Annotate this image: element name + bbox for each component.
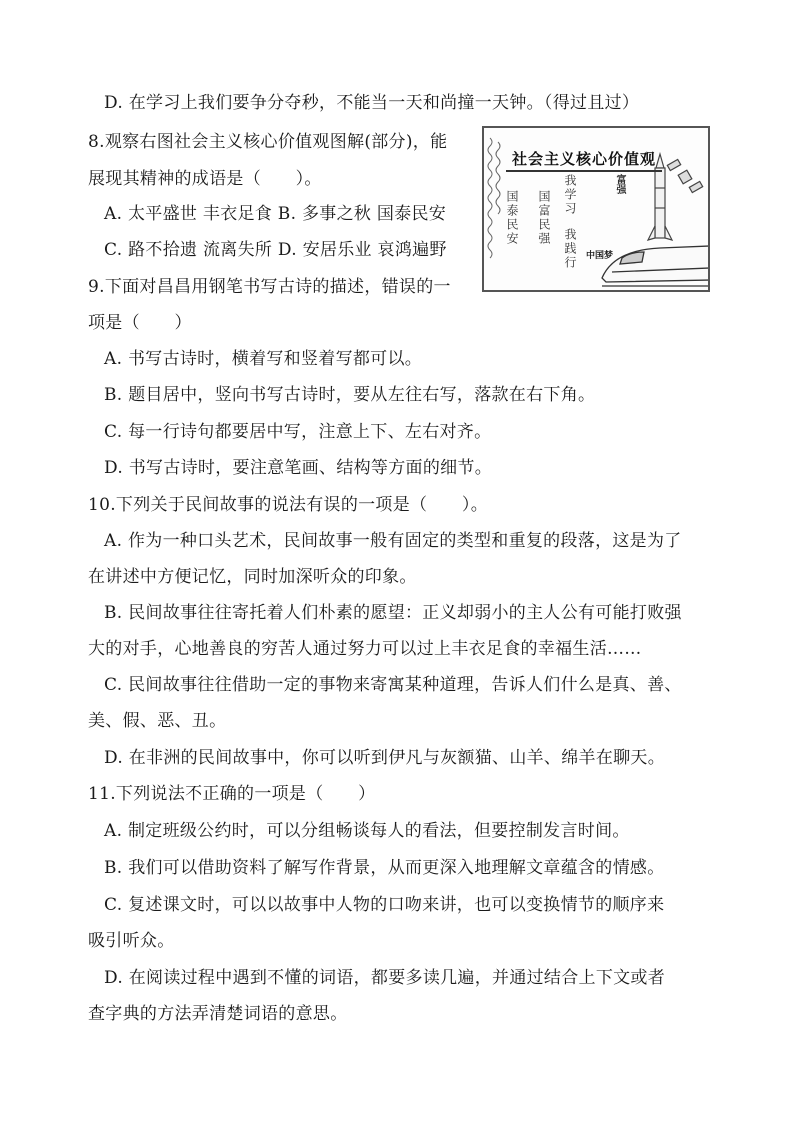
option-line: D. 在非洲的民间故事中，你可以听到伊凡与灰额猫、山羊、绵羊在聊天。	[104, 748, 666, 768]
question-10: 10.下列关于民间故事的说法有误的一项是（ ）。	[88, 495, 489, 515]
figure-text: 中国梦	[586, 251, 614, 261]
option-line: D. 书写古诗时，要注意笔画、结构等方面的细节。	[104, 458, 493, 478]
figure-title: 社会主义核心价值观	[506, 148, 662, 172]
text-line: 美、假、恶、丑。	[88, 711, 227, 731]
option-line: C. 民间故事往往借助一定的事物来寄寓某种道理，告诉人们什么是真、善、	[104, 675, 682, 695]
option-line: B. 题目居中，竖向书写古诗时，要从左往右写，落款在右下角。	[104, 385, 596, 405]
text-line: 展现其精神的成语是（ ）。	[88, 169, 322, 189]
option-line: B. 我们可以借助资料了解写作背景，从而更深入地理解文章蕴含的情感。	[104, 858, 665, 878]
text-line: 在讲述中方便记忆，同时加深听众的印象。	[88, 567, 417, 587]
question-9: 9.下面对昌昌用钢笔书写古诗的描述，错误的一	[88, 277, 451, 297]
text-line: 吸引听众。	[88, 931, 175, 951]
text-line: 项是（ ）	[88, 313, 192, 333]
option-line: A. 制定班级公约时，可以分组畅谈每人的看法，但要控制发言时间。	[104, 821, 630, 841]
text-line: D. 在学习上我们要争分夺秒，不能当一天和尚撞一天钟。（得过且过）	[104, 93, 640, 113]
figure-text: 国泰民安	[505, 190, 519, 246]
option-line: C. 每一行诗句都要居中写，注意上下、左右对齐。	[104, 422, 492, 442]
text-line: 查字典的方法弄清楚词语的意思。	[88, 1004, 348, 1024]
core-values-figure	[482, 126, 710, 292]
option-line: C. 复述课文时，可以以故事中人物的口吻来讲，也可以变换情节的顺序来	[104, 895, 665, 915]
figure-text: 我践行	[563, 228, 577, 270]
option-line: D. 在阅读过程中遇到不懂的词语，都要多读几遍，并通过结合上下文或者	[104, 968, 666, 988]
option-line: A. 书写古诗时，横着写和竖着写都可以。	[104, 349, 423, 369]
option-line: C. 路不拾遗 流离失所 D. 安居乐业 哀鸿遍野	[104, 240, 447, 260]
option-line: B. 民间故事往往寄托着人们朴素的愿望：正义却弱小的主人公有可能打败强	[104, 603, 682, 623]
option-line: A. 太平盛世 丰衣足食 B. 多事之秋 国泰民安	[104, 204, 447, 224]
figure-text: 富强	[614, 174, 625, 194]
figure-text: 我学习	[563, 174, 577, 216]
question-11: 11.下列说法不正确的一项是（ ）	[88, 784, 376, 804]
option-line: A. 作为一种口头艺术，民间故事一般有固定的类型和重复的段落，这是为了	[104, 531, 682, 551]
question-8: 8.观察右图社会主义核心价值观图解(部分)，能	[88, 132, 448, 152]
text-line: 大的对手，心地善良的穷苦人通过努力可以过上丰衣足食的幸福生活……	[88, 639, 642, 659]
figure-text: 国富民强	[537, 190, 551, 246]
